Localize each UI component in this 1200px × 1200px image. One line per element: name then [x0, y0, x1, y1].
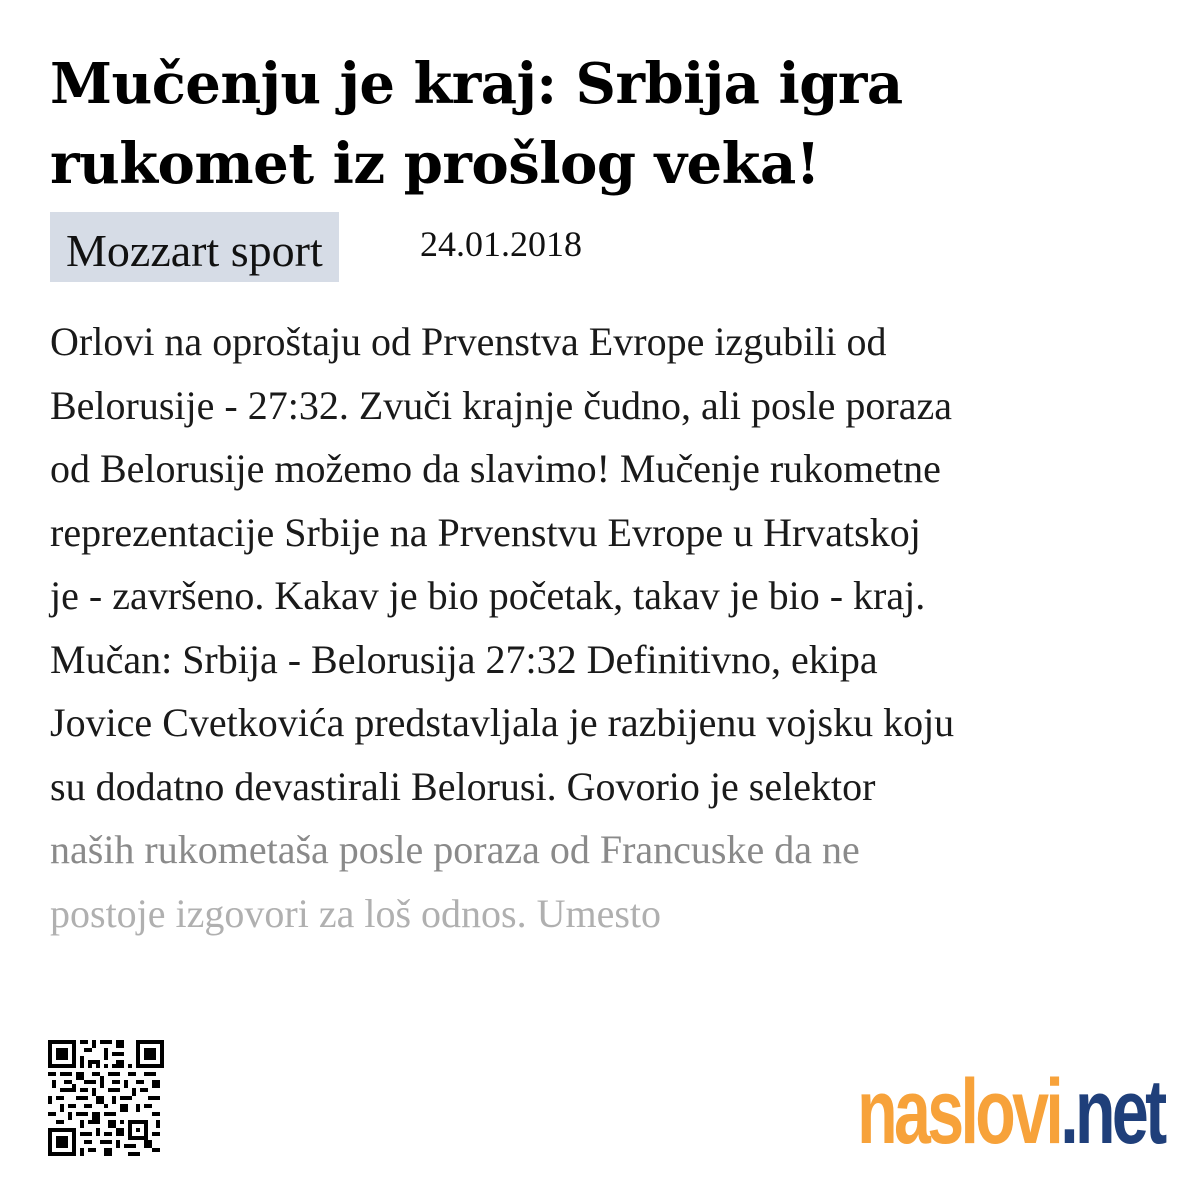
body-line: Belorusije - 27:32. Zvuči krajnje čudno, ali posle poraza [50, 382, 952, 428]
body-line: je - završeno. Kakav je bio početak, takav je bio - kraj. [50, 573, 926, 618]
qr-code-icon[interactable] [48, 1040, 164, 1156]
body-line: Mučan: Srbija - Belorusija 27:32 Definitivno, ekipa [50, 636, 878, 682]
article-headline [50, 44, 1150, 204]
body-line: Orlovi na oproštaju od Prvenstva Evrope izgubili od [50, 319, 887, 364]
naslovi-net-logo[interactable] [858, 1062, 1164, 1162]
body-line: reprezentacije Srbije na Prvenstvu Evrope u Hrvatskoj [50, 509, 921, 555]
article-body [50, 310, 1160, 945]
publish-date: 24.01.2018 [420, 224, 582, 264]
body-line: od Belorusije možemo da slavimo! Mučenje rukometne [50, 446, 941, 491]
body-line: Jovice Cvetkovića predstavljala je razbijenu vojsku koju [50, 700, 955, 745]
headline-line-1: Mučenju je kraj: Srbija igra [50, 51, 903, 117]
body-line-faded: naših rukometaša posle poraza od Francuske da ne [50, 827, 860, 872]
source-badge[interactable]: Mozzart sport [50, 212, 339, 282]
headline-line-2: rukomet iz prošlog veka! [50, 131, 820, 197]
body-line: su dodatno devastirali Belorusi. Govorio je selektor [50, 763, 876, 809]
logo-text-net: .net [1060, 1061, 1164, 1163]
logo-text-naslovi: naslovi [857, 1061, 1061, 1163]
body-line-faded: postoje izgovori za loš odnos. Umesto [50, 890, 662, 936]
